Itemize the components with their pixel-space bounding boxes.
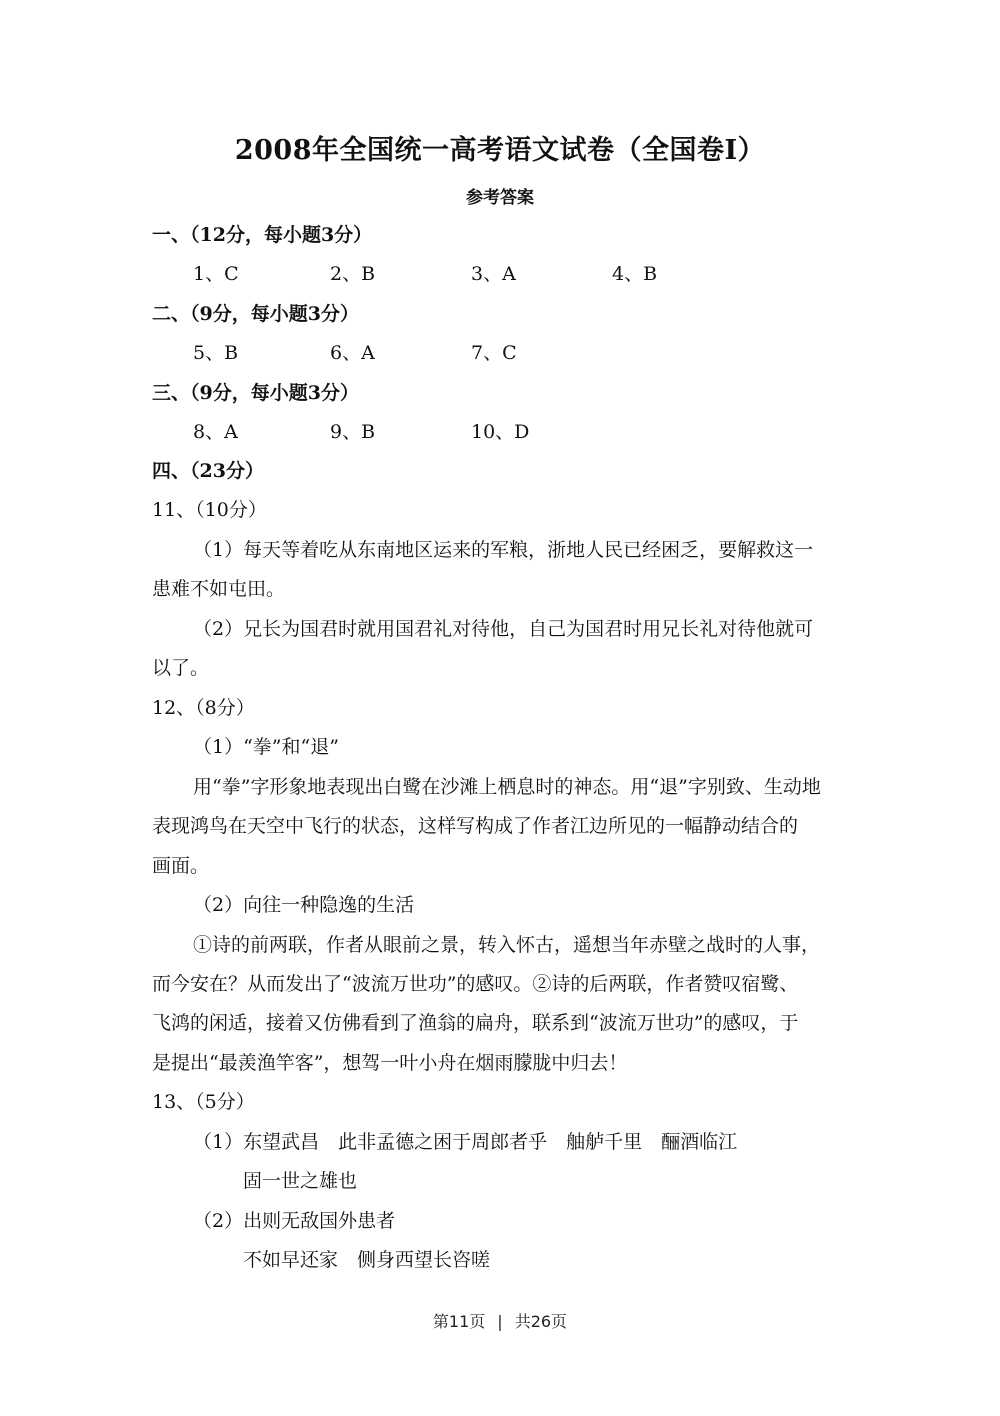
- question-13-part-1-line-2: 固一世之雄也: [243, 1170, 358, 1192]
- section-heading-3: 三、（9分，每小题3分）: [152, 382, 359, 404]
- question-12-part-2-text-line-4: 是提出“最羡渔竿客”，想驾一叶小舟在烟雨朦胧中归去！: [152, 1052, 628, 1074]
- answer-8: 8、A: [193, 421, 238, 443]
- question-12-heading: 12、（8分）: [152, 697, 255, 719]
- section-heading-4: 四、（23分）: [152, 460, 264, 482]
- answer-3: 3、A: [471, 263, 516, 285]
- answer-1: 1、C: [193, 263, 239, 285]
- answer-5: 5、B: [193, 342, 239, 364]
- question-13-part-2-line-2: 不如早还家 侧身西望长咨嗟: [243, 1249, 491, 1271]
- page-total: 共26页: [514, 1312, 568, 1331]
- question-12-part-1-text-line-3: 画面。: [152, 855, 210, 877]
- answer-2: 2、B: [330, 263, 376, 285]
- page-number: 第11页: [432, 1312, 486, 1331]
- question-13-heading: 13、（5分）: [152, 1091, 255, 1113]
- question-11-answer-1-line-1: （1）每天等着吃从东南地区运来的军粮，浙地人民已经困乏，要解救这一: [193, 539, 814, 561]
- section-heading-1: 一、（12分，每小题3分）: [152, 224, 373, 246]
- page-footer: [0, 1309, 1000, 1332]
- answer-7: 7、C: [471, 342, 517, 364]
- question-12-part-1-text-line-1: 用“拳”字形象地表现出白鹭在沙滩上栖息时的神态。用“退”字别致、生动地: [193, 776, 821, 798]
- question-12-part-1: （1）“拳”和“退”: [193, 736, 339, 758]
- answer-9: 9、B: [330, 421, 376, 443]
- question-11-answer-2-line-2: 以了。: [152, 657, 210, 679]
- page-subtitle: 参考答案: [466, 188, 534, 208]
- question-12-part-2-text-line-3: 飞鸿的闲适，接着又仿佛看到了渔翁的扁舟，联系到“波流万世功”的感叹，于: [152, 1012, 799, 1034]
- answer-6: 6、A: [330, 342, 375, 364]
- question-11-answer-1-line-2: 患难不如屯田。: [152, 578, 286, 600]
- question-11-answer-2-line-1: （2）兄长为国君时就用国君礼对待他，自己为国君时用兄长礼对待他就可: [193, 618, 814, 640]
- question-12-part-2-text-line-2: 而今安在？从而发出了“波流万世功”的感叹。②诗的后两联，作者赞叹宿鹭、: [152, 973, 799, 995]
- section-heading-2: 二、（9分，每小题3分）: [152, 303, 359, 325]
- answer-10: 10、D: [471, 421, 530, 443]
- footer-separator: |: [497, 1312, 503, 1331]
- answer-4: 4、B: [612, 263, 658, 285]
- question-12-part-2-text-line-1: ①诗的前两联，作者从眼前之景，转入怀古，遥想当年赤壁之战时的人事，: [193, 934, 821, 956]
- question-13-part-1-line-1: （1）东望武昌 此非孟德之困于周郎者乎 舳舻千里 酾酒临江: [193, 1131, 738, 1153]
- page-title: 2008年全国统一高考语文试卷（全国卷I）: [234, 135, 766, 166]
- question-12-part-2: （2）向往一种隐逸的生活: [193, 894, 415, 916]
- question-11-heading: 11、（10分）: [152, 499, 267, 521]
- question-12-part-1-text-line-2: 表现鸿鸟在天空中飞行的状态，这样写构成了作者江边所见的一幅静动结合的: [152, 815, 799, 837]
- question-13-part-2-line-1: （2）出则无敌国外患者: [193, 1210, 396, 1232]
